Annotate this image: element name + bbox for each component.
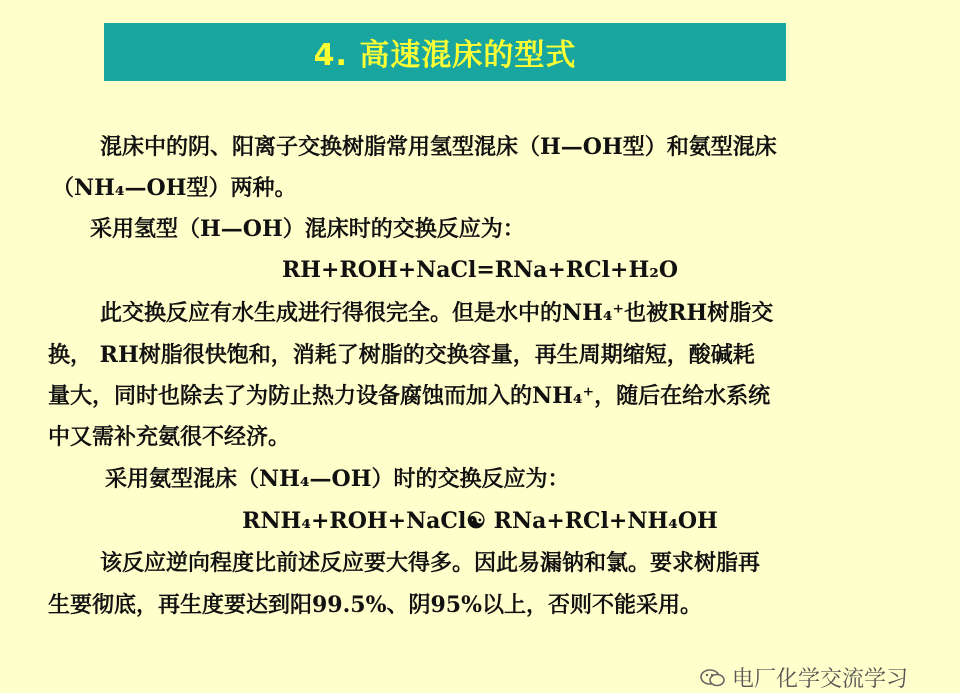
paragraph-3-line-4: 中又需补充氨很不经济。	[48, 424, 291, 450]
title-banner	[104, 23, 786, 81]
equation-ammonium-type: RNH₄+ROH+NaCl☯ RNa+RCl+NH₄OH	[242, 508, 718, 534]
watermark	[700, 662, 908, 693]
paragraph-2-text: 采用氢型（H—OH）混床时的交换反应为：	[90, 216, 525, 242]
paragraph-4-text: 采用氨型混床（NH₄—OH）时的交换反应为：	[105, 466, 570, 492]
paragraph-3-line-3: 量大，同时也除去了为防止热力设备腐蚀而加入的NH₄⁺，随后在给水系统	[48, 383, 771, 409]
watermark-text: 电厂化学交流学习	[732, 667, 909, 692]
paragraph-5-line-1: 该反应逆向程度比前述反应要大得多。因此易漏钠和氯。要求树脂再	[100, 550, 761, 576]
paragraph-3-line-2: 换， RH树脂很快饱和，消耗了树脂的交换容量，再生周期缩短，酸碱耗	[48, 342, 755, 368]
page-title: 4. 高速混床的型式	[313, 38, 577, 73]
equation-hydrogen-type: RH+ROH+NaCl=RNa+RCl+H₂O	[281, 257, 679, 283]
paragraph-1-line-1: 混床中的阴、阳离子交换树脂常用氢型混床（H—OH型）和氨型混床	[100, 134, 777, 160]
paragraph-3-line-1: 此交换反应有水生成进行得很完全。但是水中的NH₄⁺也被RH树脂交	[100, 300, 774, 326]
paragraph-1-line-2: （NH₄—OH型）两种。	[52, 175, 297, 201]
paragraph-5-line-2: 生要彻底，再生度要达到阳99.5%、阴95%以上，否则不能采用。	[48, 592, 703, 618]
